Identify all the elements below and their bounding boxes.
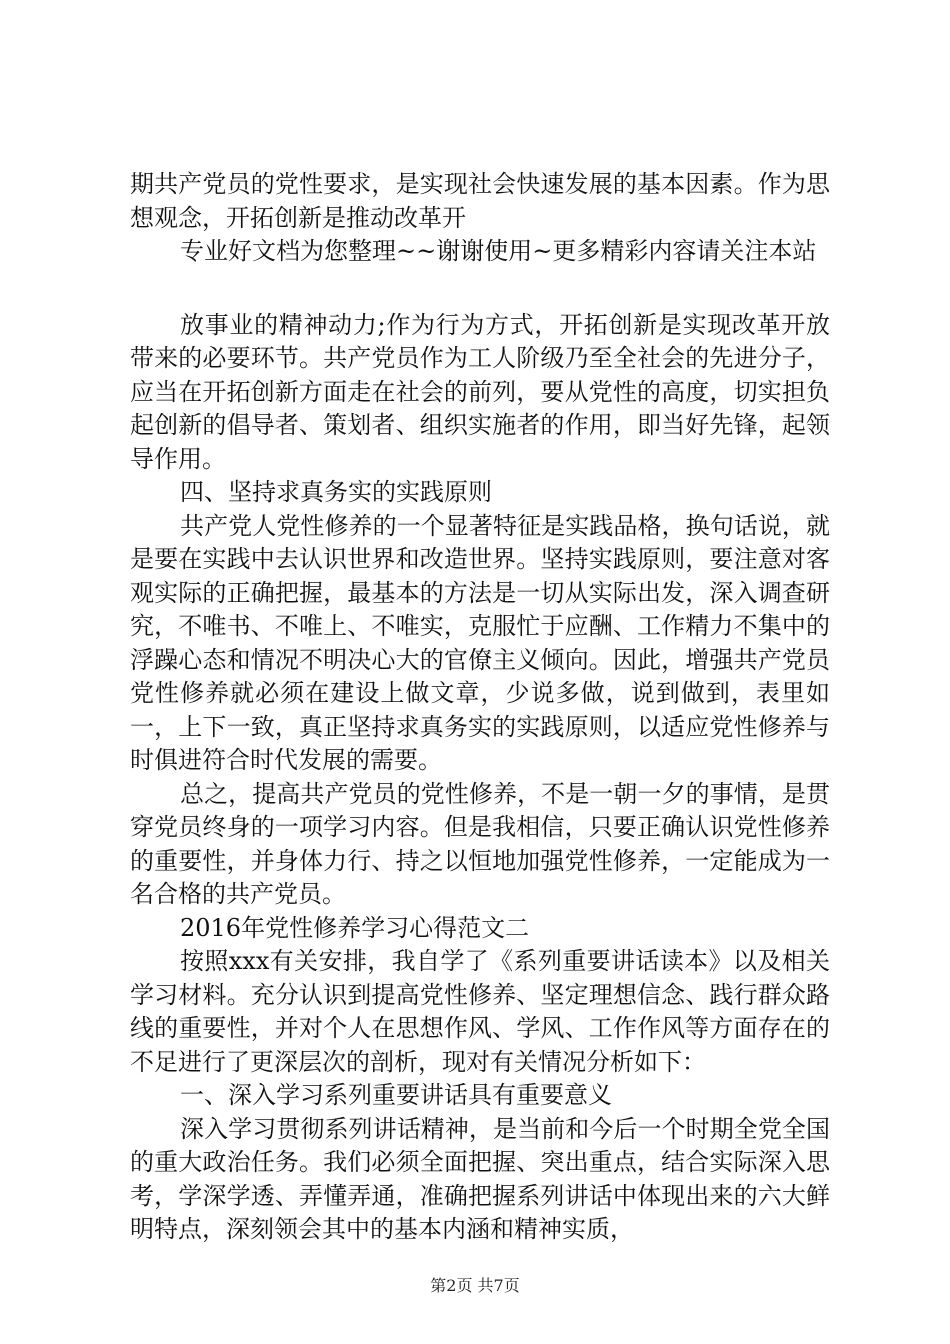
section-heading: 四、坚持求真务实的实践原则 — [180, 478, 492, 506]
paragraph: 按照xxx有关安排，我自学了《系列重要讲话读本》以及相关学习材料。充分认识到提高党性修养、坚定理想信念、践行群众路线的重要性，并对个人在思想作风、学风、工作作风等方面存在的不足进行了更深层次的剖析，现对有关情况分析如下： — [130, 947, 830, 1076]
page-number-footer: 第2页 共7页 — [430, 1276, 520, 1295]
document-body — [130, 168, 830, 1247]
paragraph: 总之，提高共产党员的党性修养，不是一朝一夕的事情，是贯穿党员终身的一项学习内容。但是我相信，只要正确认识党性修养的重要性，并身体力行、持之以恒地加强党性修养，一定能成为一名合格的共产党员。 — [130, 779, 830, 908]
paragraph: 深入学习贯彻系列讲话精神，是当前和今后一个时期全党全国的重大政治任务。我们必须全面把握、突出重点，结合实际深入思考，学深学透、弄懂弄通，准确把握系列讲话中体现出来的六大鲜明特点，深刻领会其中的基本内涵和精神实质， — [130, 1114, 830, 1243]
promo-line: 专业好文档为您整理~~谢谢使用~更多精彩内容请关注本站 — [180, 237, 817, 265]
section-gap — [130, 269, 830, 309]
paragraph: 期共产党员的党性要求，是实现社会快速发展的基本因素。作为思想观念，开拓创新是推动改革开 — [130, 170, 830, 232]
section-heading: 一、深入学习系列重要讲话具有重要意义 — [180, 1081, 612, 1109]
paragraph: 放事业的精神动力;作为行为方式，开拓创新是实现改革开放带来的必要环节。共产党员作为工人阶级乃至全社会的先进分子，应当在开拓创新方面走在社会的前列，要从党性的高度，切实担负起创新的倡导者、策划者、组织实施者的作用，即当好先锋，起领导作用。 — [130, 310, 830, 473]
article-title: 2016年党性修养学习心得范文二 — [180, 913, 530, 942]
paragraph: 共产党人党性修养的一个显著特征是实践品格，换句话说，就是要在实践中去认识世界和改造世界。坚持实践原则，要注意对客观实际的正确把握，最基本的方法是一切从实际出发，深入调查研究，不唯书、不唯上、不唯实，克服忙于应酬、工作精力不集中的浮躁心态和情况不明决心大的官僚主义倾向。因此，增强共产党员党性修养就必须在建设上做文章，少说多做，说到做到，表里如一，上下一致，真正坚持求真务实的实践原则，以适应党性修养与时俱进符合时代发展的需要。 — [130, 511, 830, 774]
